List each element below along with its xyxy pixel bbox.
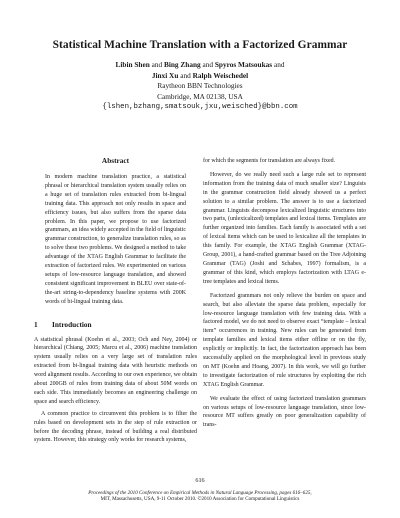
right-column (203, 157, 366, 430)
page-number: 616 (195, 477, 205, 484)
address: Cambridge, MA 02138, USA (157, 91, 243, 101)
body-paragraph-1: for which the segments for translation are always fixed. (203, 158, 336, 164)
author-separator: and (200, 60, 215, 69)
author-name: Bing Zhang (163, 60, 201, 69)
author-emails: {lshen,bzhang,smatsouk,jxu,weisched}@bbn.com (102, 103, 298, 111)
footer-line-2: MIT, Massachusetts, USA, 9-11 October 2010. ©2010 Association for Computational Linguistics (100, 496, 300, 503)
author-separator: and (178, 70, 193, 80)
proceedings-footer (20, 490, 380, 503)
author-separator: and (149, 60, 164, 69)
body-paragraph-4: We evaluate the effect of using factorized translation grammars on various setups of low-resource language translation, since low-resource MT suffers greatly on poor generalization capability of trans- (203, 395, 366, 429)
footer-line-1: Proceedings of the 2010 Conference on Empirical Methods in Natural Language Processing, pages 616–625, (88, 490, 312, 496)
author-block (0, 60, 400, 113)
author-separator: and (272, 60, 285, 69)
author-name: Spyros Matsoukas (214, 60, 273, 69)
affiliation: Raytheon BBN Technologies (157, 81, 243, 90)
author-line-1 (0, 60, 400, 71)
left-column (34, 156, 197, 445)
paper-title: Statistical Machine Translation with a Factorized Grammar (52, 39, 348, 51)
body-paragraph-2: However, do we really need such a large rule set to represent information from the training data of much smaller size? Linguists in the grammar construction field already showed us a perfect solution to a similar problem. The answer is to use a factorized grammar. Linguists decompose lexicalized linguistic structures into two parts, (unlexicalized) templates and lexical items. Templates are further organized into families. Each family is associated with a set of lexical items which can be used to lexicalize all the templates in this family. For example, the XTAG English Grammar (XTAG-Group, 2001), a hand-crafted grammar based on the Tree Adjoining Grammar (TAG) (Joshi and Schabes, 1997) formalism, is a grammar of this kind, which employs factorization with LTAG e-tree templates and lexical items. (203, 171, 366, 285)
author-name: Jinxi Xu (151, 70, 179, 80)
abstract-text: In modern machine translation practice, a statistical phrasal or hierarchical translation system usually relies on a huge set of translation rules extracted from bi-lingual training data. This approach not only results in space and efficiency issues, but also suffers from the sparse data problem. In this paper, we propose to use factorized grammars, an idea widely accepted in the field of linguistic grammar construction, to generalize translation rules, so as to solve these two problems. We designed a method to take advantage of the XTAG English Grammar to facilitate the extraction of factorized rules. We experimented on various setups of low-resource language translation, and showed consistent significant improvement in BLEU over state-of-the-art string-to-dependency baseline systems with 200K words of bi-lingual training data. (45, 174, 186, 305)
body-paragraph-3: Factorized grammars not only relieve the burden on space and search, but also alleviate the sparse data problem, especially for low-resource language translation with few training data. With a factored model, we do not need to observe exact “template – lexical item” occurrences in training. New rules can be generated from template families and lexical items either offline or on the fly, explicitly or implicitly. In fact, the factorization approach has been successfully applied on the morphological level in previous study on MT (Koehn and Hoang, 2007). In this work, we will go further to investigate factorization of rule structures by exploiting the rich XTAG English Grammar. (203, 292, 366, 388)
author-name: Ralph Weischedel (192, 70, 249, 80)
author-name: Libin Shen (115, 60, 150, 69)
section-number: 1 (34, 319, 38, 329)
section-title: Introduction (52, 319, 92, 329)
section-heading (34, 321, 197, 330)
abstract-heading: Abstract (101, 156, 130, 165)
intro-paragraph-2: A common practice to circumvent this problem is to filter the rules based on development sets in the step of rule extraction or before the decoding phrase, instead of building a real distributed system. However, this strategy only works for research systems, (34, 410, 197, 444)
author-line-2 (0, 71, 400, 82)
intro-paragraph-1: A statistical phrasal (Koehn et al., 2003; Och and Ney, 2004) or hierarchical (Chiang, 2005; Marcu et al., 2006) machine translation system usually relies on a very large set of translation rules extracted from bi-lingual training data with heuristic methods on word alignment results. According to our own experience, we obtain about 200GB of rules from training data of about 50M words on each side. This immediately becomes an engineering challenge on space and search efficiency. (34, 336, 197, 405)
